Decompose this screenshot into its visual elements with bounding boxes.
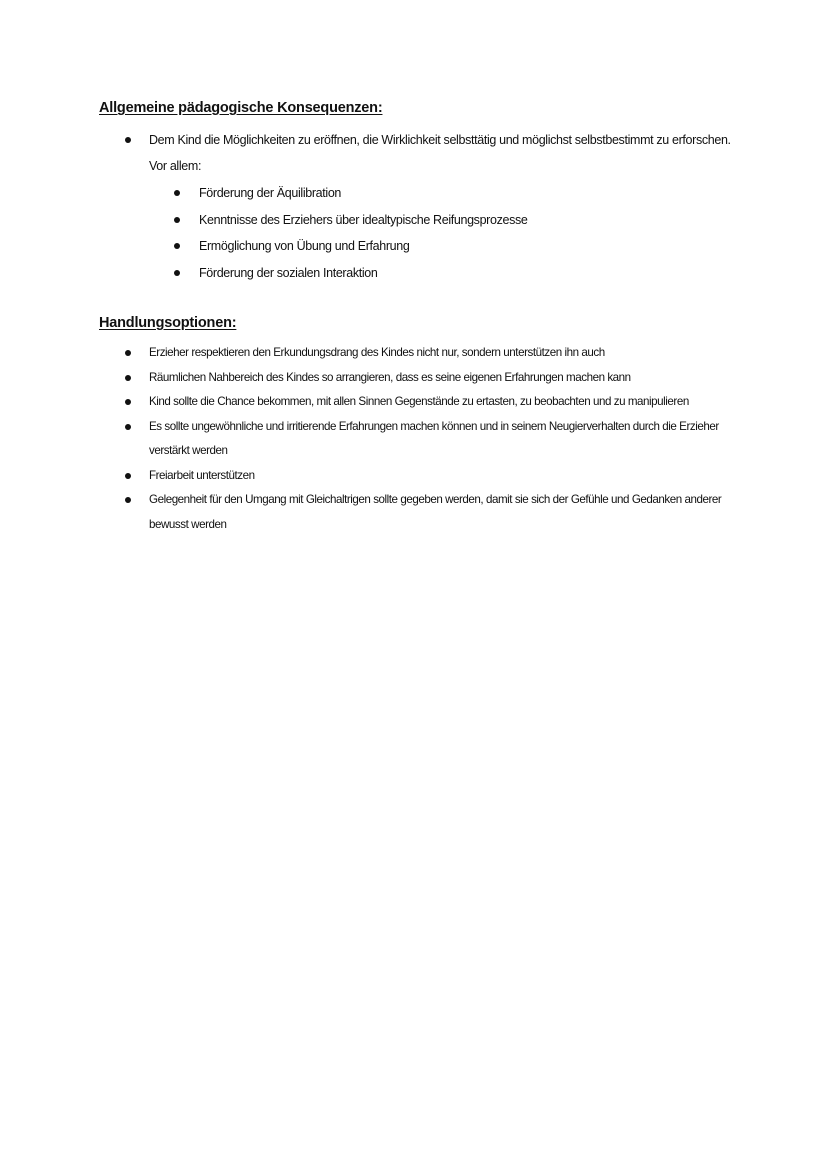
sub-list-item-text: Förderung der Äquilibration: [199, 186, 342, 200]
list-item: [149, 464, 739, 489]
list-item-text: Dem Kind die Möglichkeiten zu eröffnen, die Wirklichkeit selbsttätig und möglichst selbstbestimmt zu erforschen. Vor allem:: [149, 133, 731, 173]
sub-list-item-text: Förderung der sozialen Interaktion: [199, 265, 378, 280]
bullet-icon: [125, 137, 131, 143]
bullet-icon: [125, 497, 131, 503]
heading-action-options: Handlungsoptionen:: [99, 315, 237, 331]
general-consequences-list: [149, 127, 749, 286]
bullet-icon: [125, 350, 131, 356]
bullet-icon: [174, 190, 180, 196]
sub-list-item-text: Kenntnisse des Erziehers über idealtypische Reifungsprozesse: [199, 212, 528, 227]
bullet-icon: [174, 217, 180, 223]
bullet-icon: [174, 243, 180, 249]
list-item-text: Gelegenheit für den Umgang mit Gleichaltrigen sollte gegeben werden, damit sie sich der Gefühle und Gedanken anderer bewusst werden: [149, 493, 722, 531]
heading-general-consequences: Allgemeine pädagogische Konsequenzen:: [99, 100, 383, 116]
sub-list-item: [149, 207, 749, 234]
list-item-text: Räumlichen Nahbereich des Kindes so arrangieren, dass es seine eigenen Erfahrungen machen kann: [149, 370, 631, 384]
sub-list-item: [149, 233, 749, 260]
bullet-icon: [125, 424, 131, 430]
action-options-list: [149, 341, 739, 537]
list-item: [149, 415, 739, 464]
bullet-icon: [125, 375, 131, 381]
list-item: [149, 127, 749, 286]
sub-list-item-text: Ermöglichung von Übung und Erfahrung: [199, 239, 410, 253]
list-item: [149, 488, 739, 537]
bullet-icon: [174, 270, 180, 276]
list-item: [149, 390, 739, 415]
list-item: [149, 366, 739, 391]
list-item-text: Erzieher respektieren den Erkundungsdrang des Kindes nicht nur, sondern unterstützen ihn auch: [149, 346, 605, 359]
list-item-text: Freiarbeit unterstützen: [149, 468, 255, 482]
sub-list: [149, 180, 749, 286]
list-item-text: Es sollte ungewöhnliche und irritierende Erfahrungen machen können und in seinem Neugierverhalten durch die Erzieher verstärkt werden: [149, 419, 719, 457]
sub-list-item: [149, 260, 749, 287]
bullet-icon: [125, 473, 131, 479]
bullet-icon: [125, 399, 131, 405]
list-item-text: Kind sollte die Chance bekommen, mit allen Sinnen Gegenstände zu ertasten, zu beobachten und zu manipulieren: [149, 395, 689, 408]
list-item: [149, 341, 739, 366]
sub-list-item: [149, 180, 749, 207]
